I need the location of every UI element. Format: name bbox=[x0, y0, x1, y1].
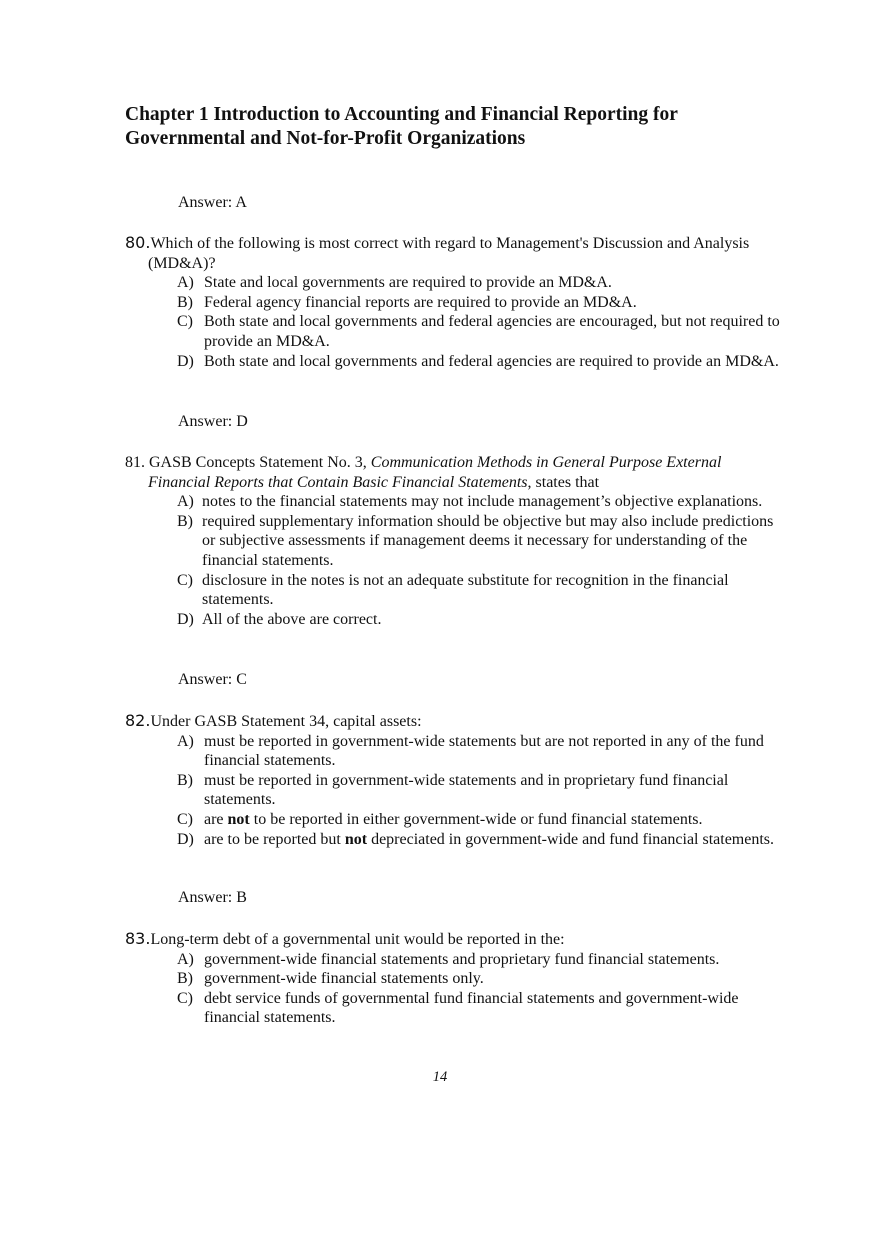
option-letter: A) bbox=[177, 493, 194, 511]
question-81-stem-before: GASB Concepts Statement No. 3, bbox=[149, 454, 371, 471]
option-letter: B) bbox=[177, 771, 193, 789]
option-letter: C) bbox=[177, 989, 193, 1007]
option-text: Federal agency financial reports are required to provide an MD&A. bbox=[204, 293, 637, 311]
option-letter: B) bbox=[177, 512, 193, 530]
option-text: notes to the financial statements may not include management’s objective explanations. bbox=[202, 493, 763, 511]
question-83 bbox=[125, 929, 780, 1028]
question-83-options bbox=[125, 950, 780, 1028]
question-81-option-d bbox=[125, 610, 780, 630]
option-letter: D) bbox=[177, 830, 194, 848]
question-81-stem bbox=[125, 453, 780, 492]
question-80 bbox=[125, 233, 780, 371]
question-80-option-a bbox=[125, 273, 780, 293]
answer-79: Answer: A bbox=[178, 194, 247, 211]
question-83-option-b bbox=[125, 969, 780, 989]
question-82-stem bbox=[125, 711, 780, 732]
option-text: required supplementary information should be objective but may also include predictions or subjective assessments if management deems it necessary for understanding of the financial statements. bbox=[202, 512, 774, 569]
option-letter: C) bbox=[177, 810, 193, 828]
answer-81: Answer: C bbox=[178, 671, 247, 688]
question-81-option-c bbox=[125, 571, 780, 610]
question-80-options bbox=[125, 273, 780, 371]
option-text: All of the above are correct. bbox=[202, 610, 382, 628]
option-letter: A) bbox=[177, 950, 194, 968]
question-81-stem-after: , states that bbox=[527, 473, 600, 491]
question-82 bbox=[125, 711, 780, 849]
question-81-option-a bbox=[125, 492, 780, 512]
option-letter: D) bbox=[177, 610, 194, 628]
question-83-option-c bbox=[125, 989, 780, 1028]
option-letter: A) bbox=[177, 274, 194, 292]
option-letter: B) bbox=[177, 970, 193, 988]
question-82-option-d bbox=[125, 830, 780, 850]
chapter-title bbox=[125, 103, 825, 151]
option-text: disclosure in the notes is not an adequate substitute for recognition in the financial statements. bbox=[202, 571, 729, 609]
option-text: Both state and local governments and federal agencies are required to provide an MD&A. bbox=[204, 352, 779, 370]
question-80-option-b bbox=[125, 293, 780, 313]
option-text: must be reported in government-wide statements but are not reported in any of the fund financial statements. bbox=[204, 732, 764, 770]
answer-82: Answer: B bbox=[178, 889, 247, 906]
chapter-title-line-2: Governmental and Not-for-Profit Organizations bbox=[125, 128, 526, 149]
option-letter: C) bbox=[177, 571, 193, 589]
question-82-number: 82. bbox=[125, 711, 151, 730]
option-letter: D) bbox=[177, 352, 194, 370]
question-81 bbox=[125, 453, 780, 629]
question-81-options bbox=[125, 492, 780, 629]
option-text-bold: not bbox=[344, 830, 368, 848]
option-text-before: are bbox=[204, 810, 228, 828]
question-81-stem-italic: Communication Methods in General Purpose External Financial Reports that Contain Basic Financial Statements bbox=[148, 454, 722, 491]
option-letter: A) bbox=[177, 732, 194, 750]
question-82-option-c bbox=[125, 810, 780, 830]
option-text: State and local governments are required to provide an MD&A. bbox=[204, 274, 612, 292]
option-text-bold: not bbox=[227, 810, 250, 828]
option-text: government-wide financial statements and proprietary fund financial statements. bbox=[204, 950, 720, 968]
question-80-option-c bbox=[125, 312, 780, 351]
option-letter: B) bbox=[177, 293, 193, 311]
question-83-stem bbox=[125, 929, 780, 950]
question-80-stem bbox=[125, 233, 780, 273]
option-text: Both state and local governments and federal agencies are encouraged, but not required to provide an MD&A. bbox=[204, 313, 780, 350]
option-text: must be reported in government-wide statements and in proprietary fund financial statements. bbox=[204, 771, 729, 809]
question-81-number: 81. bbox=[125, 454, 145, 471]
question-82-options bbox=[125, 732, 780, 850]
question-80-option-d bbox=[125, 352, 780, 372]
question-83-number: 83. bbox=[125, 929, 151, 948]
chapter-title-line-1: Chapter 1 Introduction to Accounting and Financial Reporting for bbox=[125, 104, 678, 125]
answer-80: Answer: D bbox=[178, 413, 248, 430]
option-letter: C) bbox=[177, 313, 193, 331]
question-80-number: 80. bbox=[125, 233, 151, 252]
question-82-option-a bbox=[125, 732, 780, 771]
question-82-stem-text: Under GASB Statement 34, capital assets: bbox=[150, 713, 422, 730]
question-81-option-b bbox=[125, 512, 780, 571]
option-text-after: depreciated in government-wide and fund financial statements. bbox=[367, 830, 775, 848]
option-text: debt service funds of governmental fund financial statements and government-wide financial statements. bbox=[204, 989, 739, 1027]
option-text-before: are to be reported but bbox=[204, 830, 345, 848]
question-83-stem-text: Long-term debt of a governmental unit would be reported in the: bbox=[150, 931, 565, 948]
option-text: government-wide financial statements only. bbox=[204, 970, 484, 988]
question-82-option-b bbox=[125, 771, 780, 810]
question-83-option-a bbox=[125, 950, 780, 970]
question-80-stem-text: Which of the following is most correct with regard to Management's Discussion and Analysis (MD&A)? bbox=[148, 235, 750, 272]
page-number: 14 bbox=[432, 1069, 448, 1085]
option-text-after: to be reported in either government-wide or fund financial statements. bbox=[249, 810, 703, 828]
